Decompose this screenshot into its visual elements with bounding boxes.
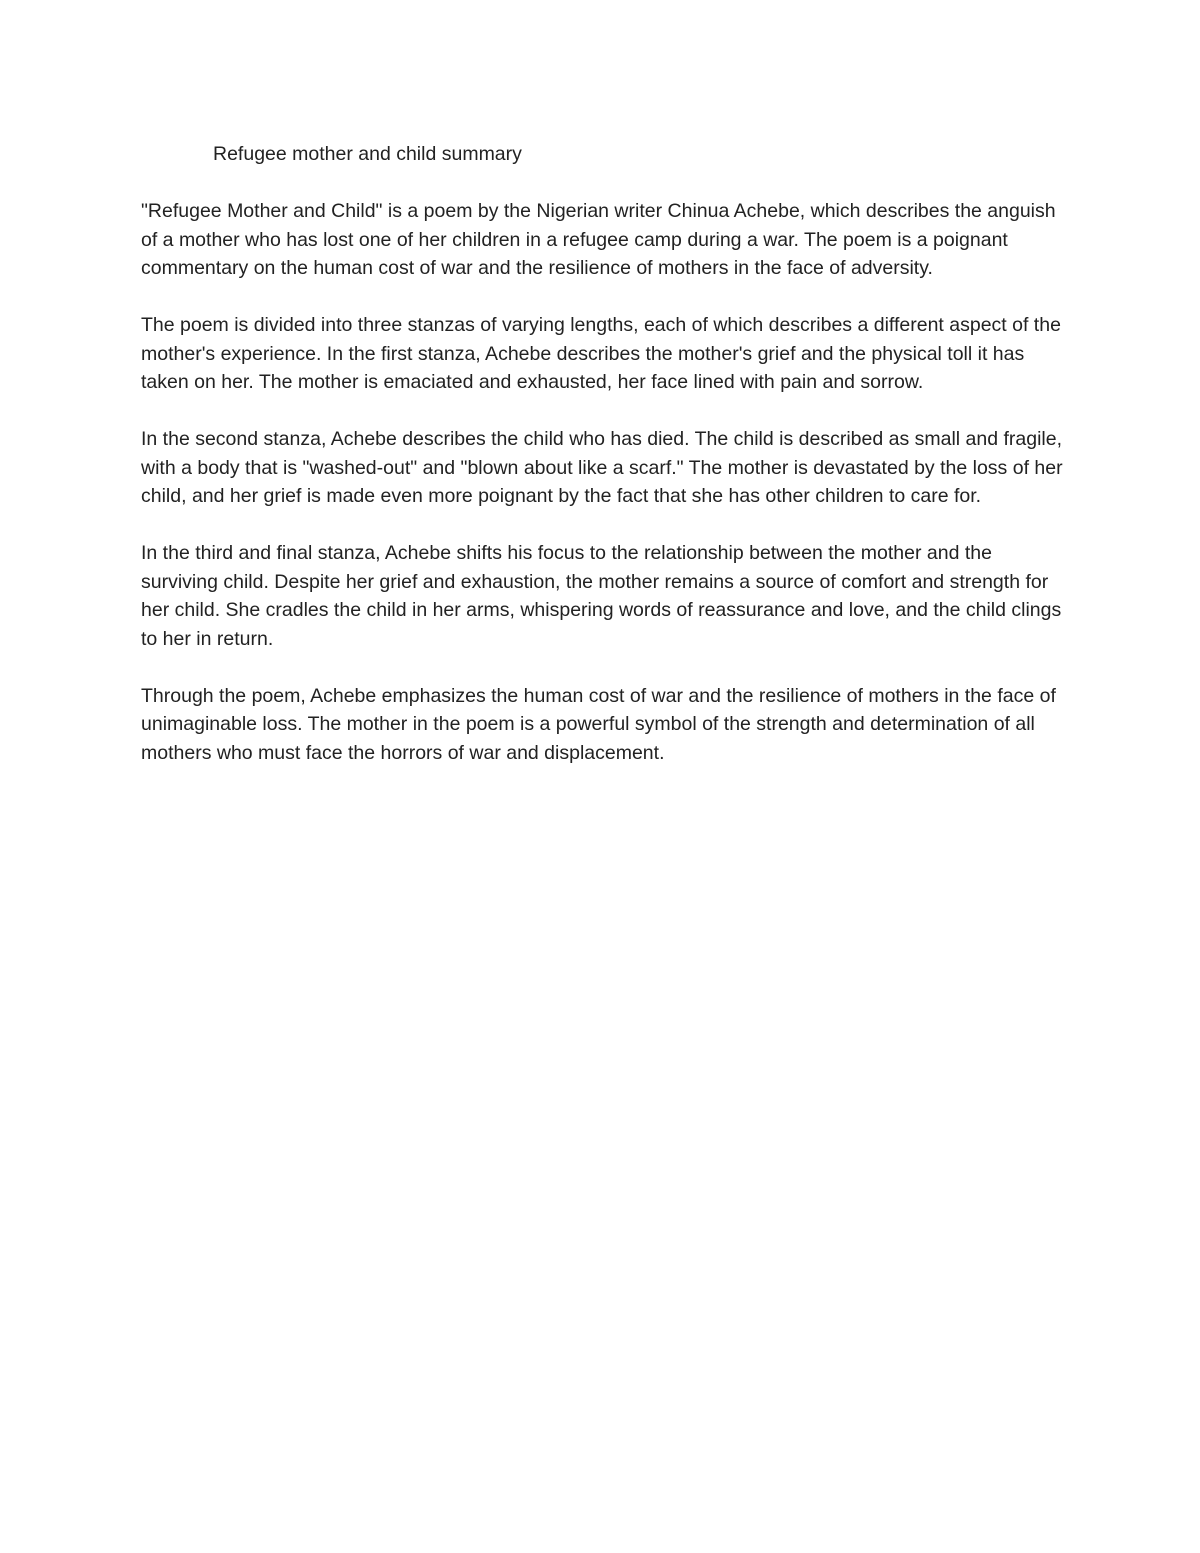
paragraph-second-stanza: In the second stanza, Achebe describes the child who has died. The child is described as small and fragile, with a body that is "washed-out" and "blown about like a scarf." The mother is devastated by the loss of her child, and her grief is made even more poignant by the fact that she has other children to care for. (141, 428, 1063, 507)
document-title: Refugee mother and child summary (213, 143, 522, 165)
paragraph-third-stanza: In the third and final stanza, Achebe shifts his focus to the relationship between the mother and the surviving child. Despite her grief and exhaustion, the mother remains a source of comfort and strength for her child. She cradles the child in her arms, whispering words of reassurance and love, and the child clings to her in return. (141, 542, 1062, 650)
paragraph-conclusion: Through the poem, Achebe emphasizes the human cost of war and the resilience of mothers in the face of unimaginable loss. The mother in the poem is a powerful symbol of the strength and determination of all mothers who must face the horrors of war and displacement. (141, 684, 1056, 764)
paragraph-structure: The poem is divided into three stanzas of varying lengths, each of which describes a different aspect of the mother's experience. In the first stanza, Achebe describes the mother's grief and the physical toll it has taken on her. The mother is emaciated and exhausted, her face lined with pain and sorrow. (141, 314, 1061, 393)
document-body (141, 140, 1071, 796)
paragraph-intro: "Refugee Mother and Child" is a poem by the Nigerian writer Chinua Achebe, which describes the anguish of a mother who has lost one of her children in a refugee camp during a war. The poem is a poignant commentary on the human cost of war and the resilience of mothers in the face of adversity. (141, 200, 1056, 279)
